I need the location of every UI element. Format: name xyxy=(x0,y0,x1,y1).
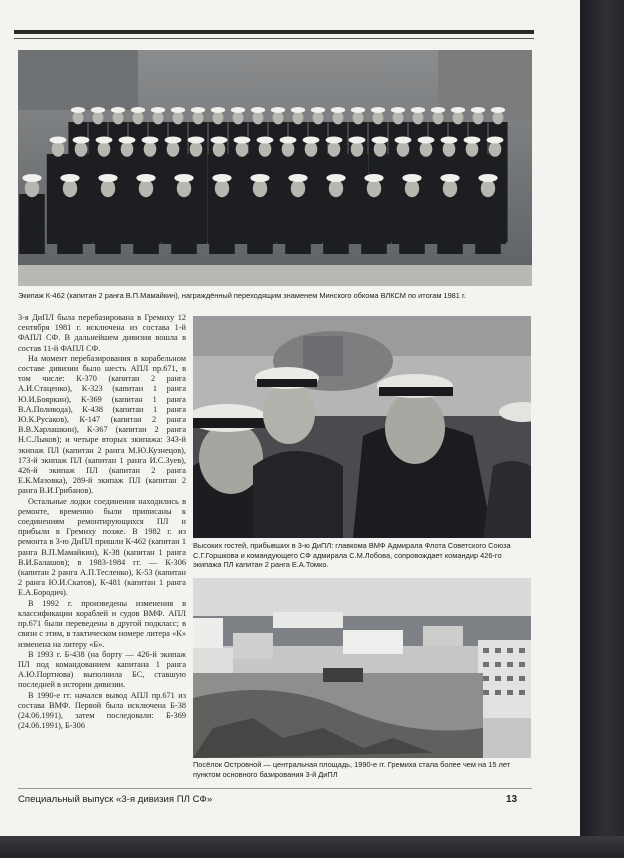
paragraph: В 1993 г. Б-438 (на борту — 426-й экипаж ПЛ под командованием капитана 1 ранга А.Ю.Портнова) выполнила БС, ставшую последней в истории дивизии. xyxy=(18,649,186,690)
footer-publication-title: Специальный выпуск «3-я дивизия ПЛ СФ» xyxy=(18,794,213,805)
paragraph: В 1992 г. произведены изменения в классификации кораблей и судов ВМФ. АПЛ пр.671 были переведены в другой подкласс; в связи с этим, в тактическом номере литера «К» изменена на литеру «Б». xyxy=(18,598,186,649)
admirals-visit-photo xyxy=(193,316,531,538)
scan-shadow-bottom xyxy=(0,836,624,858)
paragraph: В 1990-е гг. начался вывод АПЛ пр.671 из состава ВМФ. Первой была исключена Б-38 (24.06.1991), затем последовали: Б-369 (24.06.1991), Б-306 xyxy=(18,690,186,731)
crew-group-photo xyxy=(18,50,532,286)
footer-rule xyxy=(18,788,532,789)
town-photo-caption: Посёлок Островной — центральная площадь, 1990-е гг. Гремиха стала более чем на 15 лет пунктом основного базирования 3-й ДиПЛ xyxy=(193,760,511,779)
ostrovnoy-town-photo xyxy=(193,578,531,758)
header-rule xyxy=(14,30,534,34)
scan-shadow-right xyxy=(580,0,624,858)
paragraph: Остальные лодки соединения находились в ремонте, временно были приписаны к соединениям ремонтирующихся ПЛ и прибыли в Гремиху позже. В 1982 г. из ремонта в 3-ю ДиПЛ пришли К-462 (капитан 1 ранга В.П.Мамайкин), К-38 (капитан 1 ранга В.И.Балашов); в 1983-1984 гг. — К-306 (капитан 2 ранга А.П.Тесленко), К-53 (капитан 2 ранга Ю.И.Скатов), К-481 (капитан 1 ранга Е.А.Бородич). xyxy=(18,496,186,598)
page-number: 13 xyxy=(506,794,518,805)
crew-photo-caption: Экипаж К-462 (капитан 2 ранга В.П.Мамайкин), награждённый переходящим знаменем Минского обкома ВЛКСМ по итогам 1981 г. xyxy=(18,291,466,300)
paragraph: На момент перебазирования в корабельном составе дивизии было шесть АПЛ пр.671, в том числе: К-370 (капитан 2 ранга А.И.Стаценко), К-323 (капитан 1 ранга Ю.И.Бояркин), К-369 (капитан 1 ранга В.А.Поливода), К-438 (капитан 1 ранга Ю.К.Русаков), К-147 (капитан 2 ранга В.В.Харлашкин), К-367 (капитан 2 ранга Н.С.Лыков); и четыре вторых экипажа: 343-й экипаж ПЛ (капитан 2 ранга М.Ю.Кузнецов), 173-й экипаж ПЛ (капитан 1 ранга И.С.Зуев), 426-й экипаж ПЛ (капитан 2 ранга Е.К.Мазовка), 289-й экипаж ПЛ (капитан 2 ранга В.И.Грибанов). xyxy=(18,353,186,496)
admirals-photo-caption: Высоких гостей, прибывших в 3-ю ДиПЛ: главкома ВМФ Адмирала Флота Советского Союза С.Г.Горшкова и командующего СФ адмирала С.М.Лобова, сопровождает командир 426-го экипажа ПЛ капитан 2 ранга Е.А.Томко. xyxy=(193,541,511,570)
paragraph: 3-я ДиПЛ была перебазирована в Гремиху 12 сентября 1981 г. исключена из состава 1-й ФАПЛ СФ. В дальнейшем дивизия вошла в состав 11-й ФАПЛ СФ. xyxy=(18,313,186,353)
header-rule-thin xyxy=(14,38,534,39)
article-text-column xyxy=(18,313,186,783)
